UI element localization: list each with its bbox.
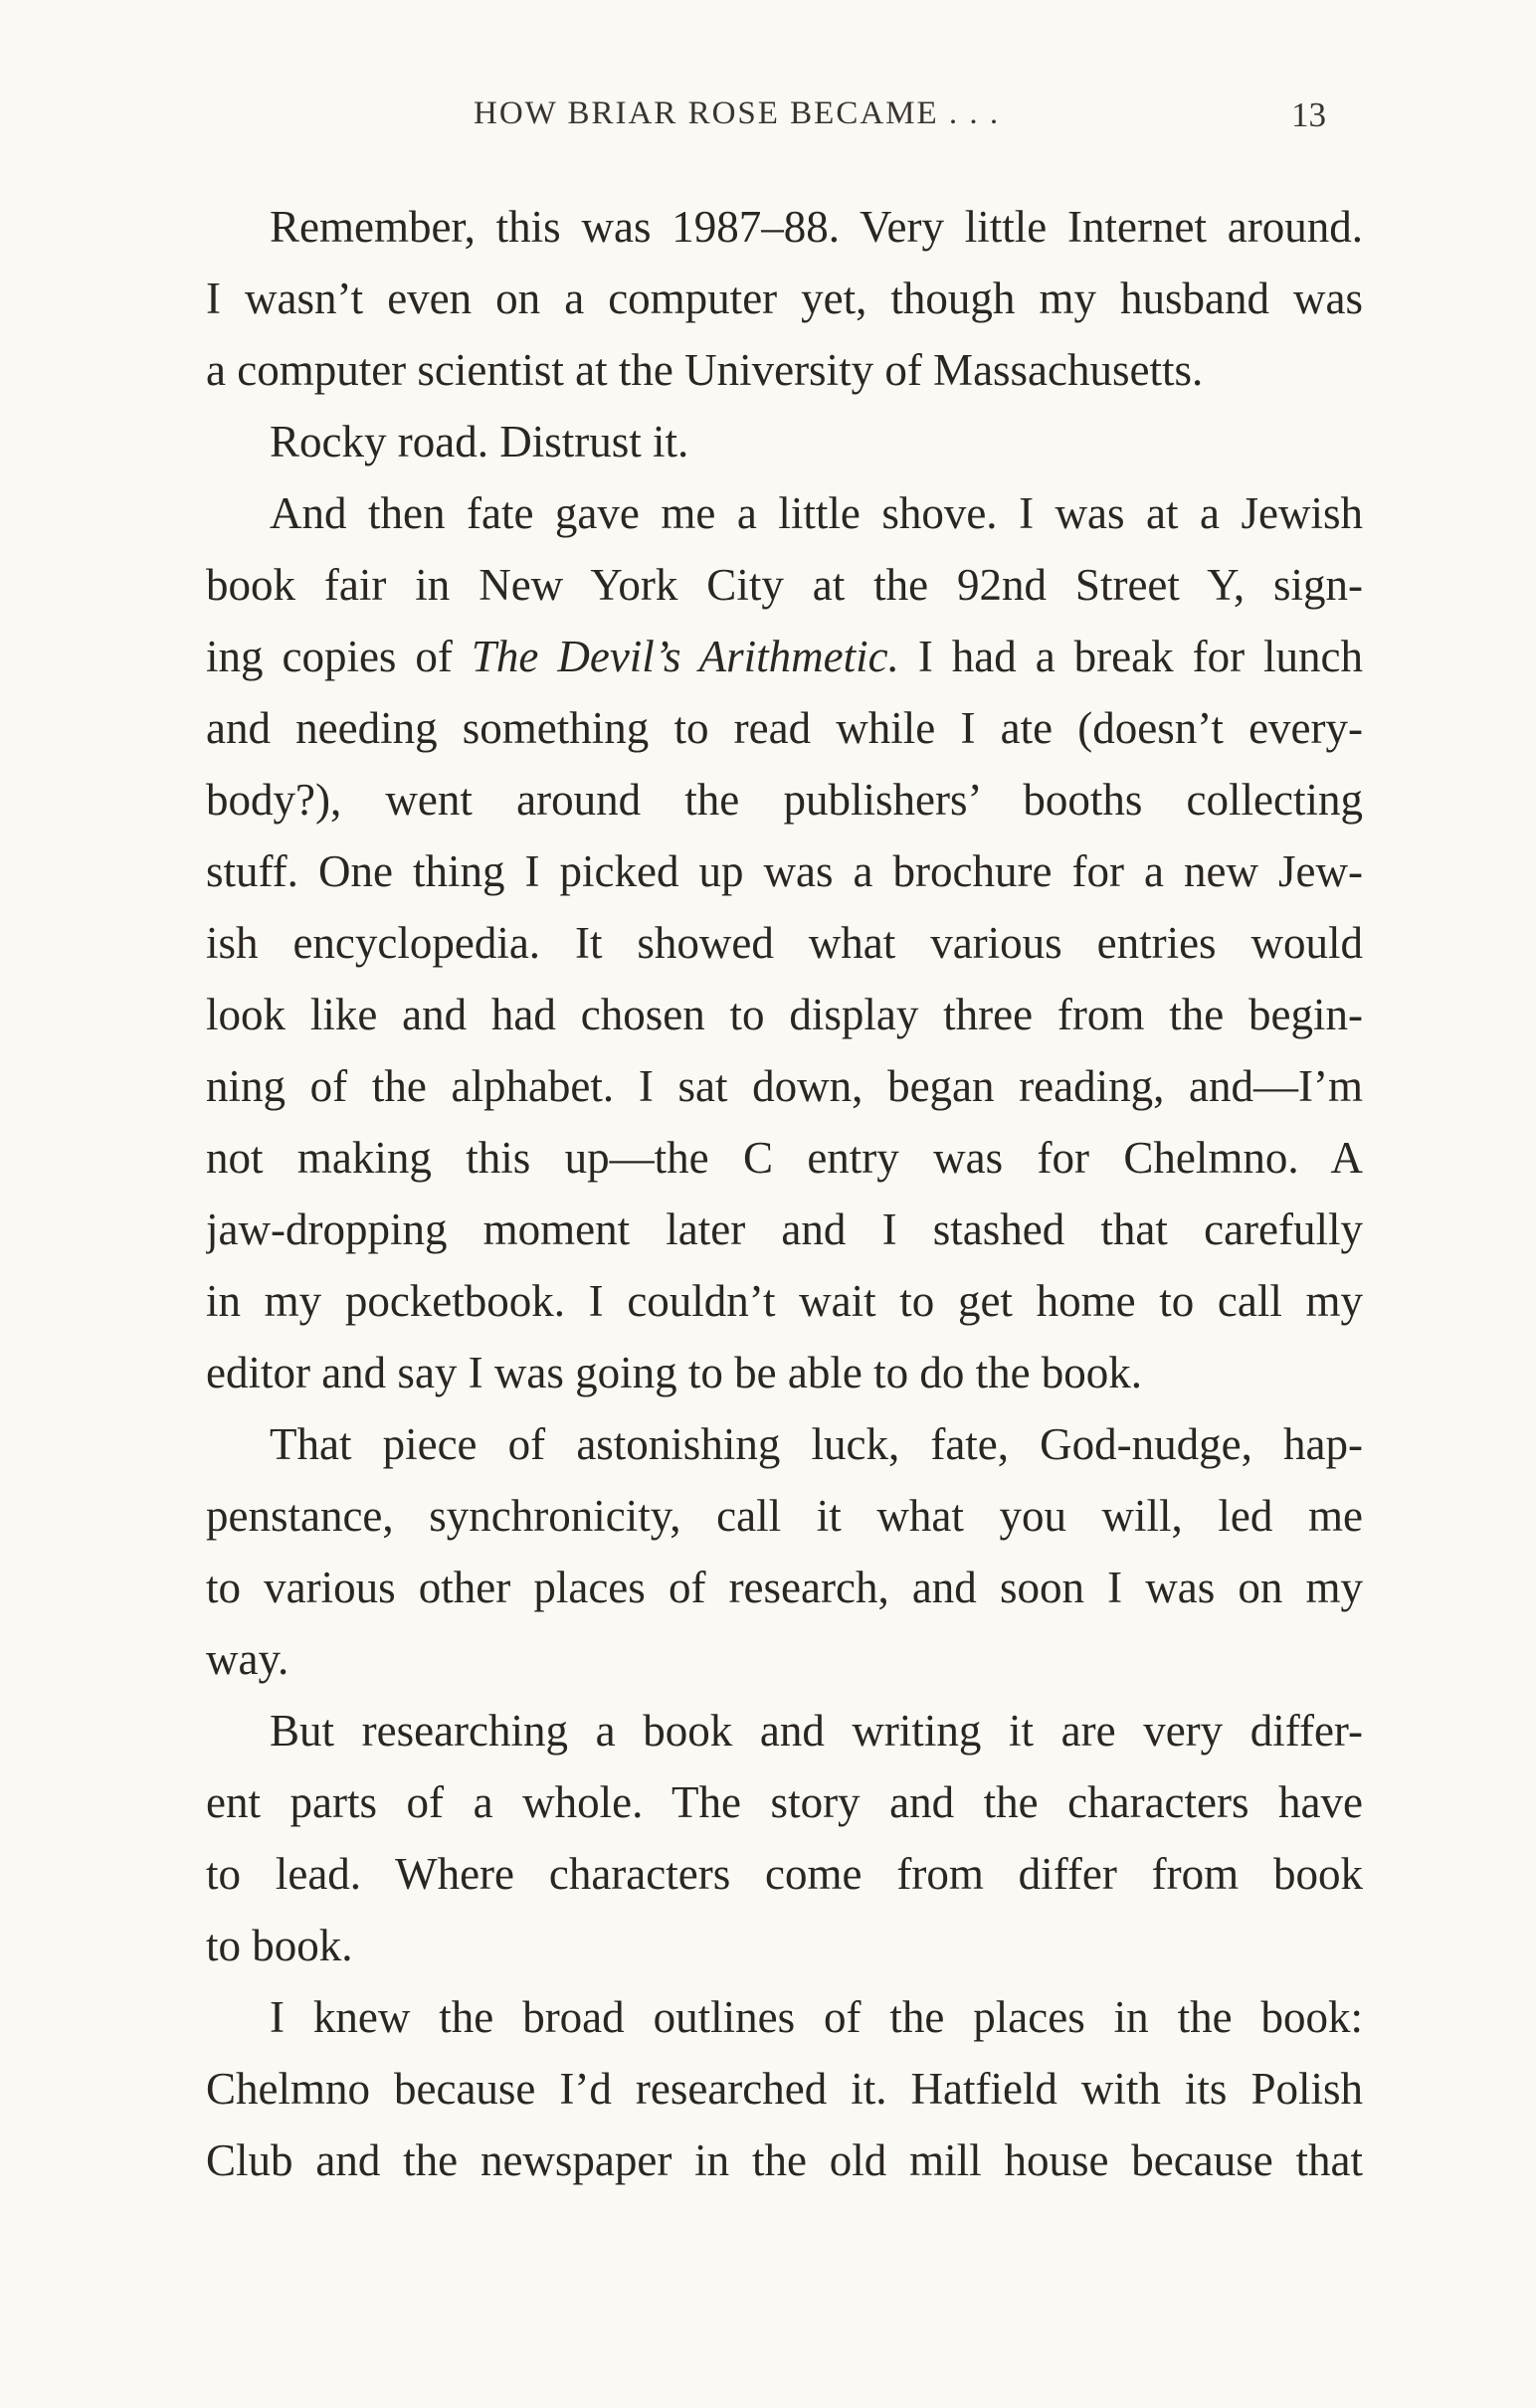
text-line: Rocky road. Distrust it. (270, 417, 689, 466)
text-fragment: I had a break for lunch (898, 632, 1363, 681)
text-line-with-title (206, 621, 1363, 692)
text-line: book fair in New York City at the 92nd Street Y, sign- (206, 560, 1363, 610)
text-line: in my pocketbook. I couldn’t wait to get home to call my (206, 1276, 1363, 1326)
running-head: HOW BRIAR ROSE BECAME . . . (474, 95, 1001, 131)
book-title: The Devil’s Arithmetic. (471, 632, 899, 681)
text-line: Remember, this was 1987–88. Very little Internet around. (270, 202, 1363, 252)
text-line: And then fate gave me a little shove. I was at a Jewish (270, 488, 1363, 538)
text-line: ent parts of a whole. The story and the characters have (206, 1777, 1363, 1827)
body-text (206, 191, 1363, 2196)
text-line: I wasn’t even on a computer yet, though my husband was (206, 274, 1363, 323)
text-line: ish encyclopedia. It showed what various entries would (206, 918, 1363, 968)
text-line: Chelmno because I’d researched it. Hatfield with its Polish (206, 2064, 1363, 2114)
text-line: But researching a book and writing it are very differ- (270, 1706, 1363, 1756)
text-line: stuff. One thing I picked up was a brochure for a new Jew- (206, 846, 1363, 896)
text-line: look like and had chosen to display three from the begin- (206, 990, 1363, 1039)
text-line: ning of the alphabet. I sat down, began reading, and—I’m (206, 1061, 1363, 1111)
text-line: That piece of astonishing luck, fate, God-nudge, hap- (270, 1419, 1363, 1469)
text-line: jaw-dropping moment later and I stashed that carefully (206, 1204, 1363, 1254)
text-fragment: ing copies of (206, 632, 472, 681)
text-line: to lead. Where characters come from differ from book (206, 1849, 1363, 1899)
text-line: to book. (206, 1921, 353, 1970)
text-line: I knew the broad outlines of the places in the book: (270, 1992, 1363, 2042)
text-line: editor and say I was going to be able to do the book. (206, 1348, 1143, 1397)
text-line: Club and the newspaper in the old mill house because that (206, 2135, 1363, 2185)
text-line: a computer scientist at the University of Massachusetts. (206, 345, 1204, 395)
text-line: to various other places of research, and soon I was on my (206, 1563, 1363, 1612)
text-line: not making this up—the C entry was for Chelmno. A (206, 1133, 1363, 1183)
text-line: penstance, synchronicity, call it what you will, led me (206, 1491, 1363, 1541)
text-line: and needing something to read while I ate (doesn’t every- (206, 703, 1363, 753)
text-line: body?), went around the publishers’ booths collecting (206, 775, 1363, 825)
page-number: 13 (1291, 95, 1326, 134)
text-line: way. (206, 1634, 289, 1684)
